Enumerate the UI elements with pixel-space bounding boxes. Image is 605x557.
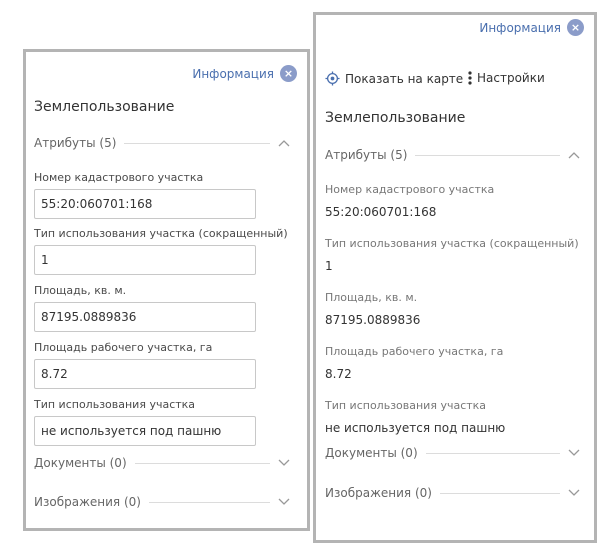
section-divider (135, 463, 270, 464)
cadastral-number-value: 55:20:060701:168 (325, 205, 437, 219)
more-vertical-icon (468, 71, 472, 85)
show-on-map-button[interactable] (325, 71, 463, 86)
chevron-down-icon[interactable] (568, 487, 580, 499)
field-label-usage-type: Тип использования участка (34, 398, 196, 411)
field-label-cadastral-number: Номер кадастрового участка (325, 183, 495, 196)
area-sqm-value: 87195.0889836 (325, 313, 421, 327)
documents-section-label: Документы (0) (325, 446, 418, 460)
chevron-down-icon[interactable] (568, 447, 580, 459)
field-label-usage-type: Тип использования участка (325, 399, 487, 412)
info-link[interactable]: Информация (192, 67, 274, 81)
usage-type-short-value: 1 (325, 259, 333, 273)
images-section-header[interactable] (34, 495, 290, 509)
chevron-up-icon[interactable] (278, 137, 290, 149)
area-sqm-input[interactable] (34, 302, 256, 332)
attributes-section-header[interactable] (34, 136, 290, 150)
work-area-ha-value: 8.72 (325, 367, 352, 381)
show-on-map-label: Показать на карте (345, 71, 464, 86)
settings-label: Настройки (477, 71, 545, 85)
layer-title: Землепользование (34, 99, 175, 115)
documents-section-header[interactable] (325, 446, 580, 460)
field-label-usage-type-short: Тип использования участка (сокращенный) (325, 237, 579, 250)
field-label-area-sqm: Площадь, кв. м. (325, 291, 418, 304)
documents-section-label: Документы (0) (34, 456, 127, 470)
attributes-section-label: Атрибуты (5) (325, 148, 408, 162)
chevron-down-icon[interactable] (278, 496, 290, 508)
usage-type-input[interactable] (34, 416, 256, 446)
images-section-label: Изображения (0) (34, 495, 141, 509)
usage-type-short-input[interactable] (34, 245, 256, 275)
locate-icon (325, 71, 340, 86)
images-section-header[interactable] (325, 486, 580, 500)
section-divider (149, 502, 270, 503)
close-icon[interactable]: × (567, 19, 584, 36)
info-panel-edit (23, 49, 310, 531)
field-label-usage-type-short: Тип использования участка (сокращенный) (34, 227, 288, 240)
field-label-cadastral-number: Номер кадастрового участка (34, 171, 204, 184)
attributes-section-header[interactable] (325, 148, 580, 162)
field-label-work-area-ha: Площадь рабочего участка, га (34, 341, 213, 354)
documents-section-header[interactable] (34, 456, 290, 470)
settings-button[interactable] (468, 71, 545, 85)
chevron-up-icon[interactable] (568, 149, 580, 161)
usage-type-value: не используется под пашню (325, 421, 506, 435)
cadastral-number-input[interactable] (34, 189, 256, 219)
chevron-down-icon[interactable] (278, 457, 290, 469)
attributes-section-label: Атрибуты (5) (34, 136, 117, 150)
close-icon[interactable]: × (280, 65, 297, 82)
info-panel-view (313, 12, 597, 543)
field-label-work-area-ha: Площадь рабочего участка, га (325, 345, 504, 358)
section-divider (415, 155, 560, 156)
section-divider (426, 453, 560, 454)
layer-title: Землепользование (325, 110, 466, 126)
section-divider (440, 493, 560, 494)
section-divider (124, 143, 270, 144)
images-section-label: Изображения (0) (325, 486, 432, 500)
work-area-ha-input[interactable] (34, 359, 256, 389)
info-link[interactable]: Информация (479, 21, 561, 35)
field-label-area-sqm: Площадь, кв. м. (34, 284, 127, 297)
